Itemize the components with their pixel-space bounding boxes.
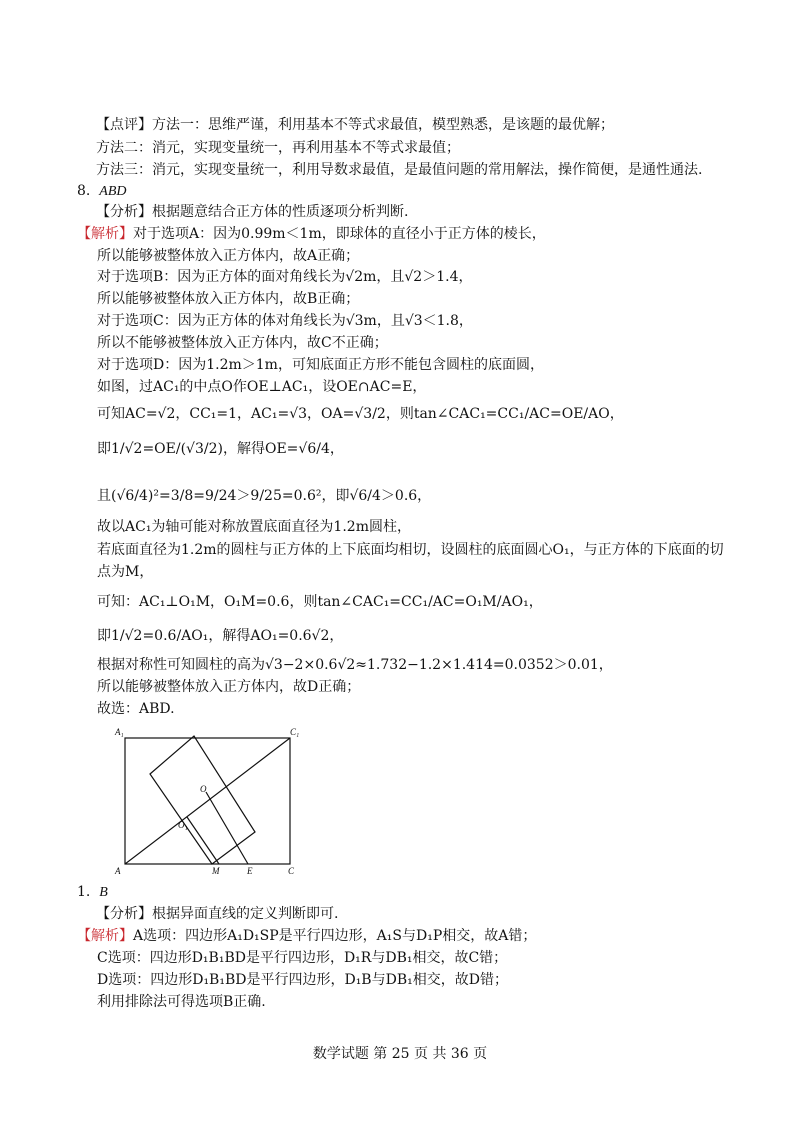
- q1-line: 利用排除法可得选项B正确.: [97, 994, 266, 1010]
- q1-line: A选项：四边形A₁D₁SP是平行四边形，A₁S与D₁P相交，故A错；: [133, 928, 537, 944]
- page-footer: 数学试题 第 25 页 共 36 页: [312, 1046, 488, 1062]
- label-o1: O₁: [178, 820, 188, 830]
- q8-line: 若底面直径为1.2m的圆柱与正方体的上下底面均相切，设圆柱的底面圆心O₁，与正方体的下底面的切: [97, 542, 724, 558]
- cylinder-section-rect: [150, 736, 255, 864]
- o1-m-line: [187, 817, 219, 864]
- q1-solution-line-1: [77, 927, 536, 945]
- q1-solution-tag: 【解析】: [77, 928, 133, 944]
- q8-line: 故以AC₁为轴可能对称放置底面直径为1.2m圆柱，: [97, 519, 411, 535]
- q8-line: 所以能够被整体放入正方体内，故B正确；: [97, 291, 360, 307]
- q8-line: 且(√6/4)²=3/8=9/24＞9/25=0.6²，即√6/4＞0.6，: [97, 488, 432, 504]
- q1-line: D选项：四边形D₁B₁BD是平行四边形，D₁B与DB₁相交，故D错；: [97, 972, 508, 988]
- q8-line: 所以能够被整体放入正方体内，故A正确；: [97, 248, 360, 264]
- q8-line: 对于选项D：因为1.2m＞1m，可知底面正方形不能包含圆柱的底面圆，: [97, 357, 544, 373]
- label-m: M: [212, 866, 220, 876]
- q8-line: 根据对称性可知圆柱的高为√3−2×0.6√2≈1.732−1.2×1.414=0.0352＞0.01，: [97, 657, 613, 673]
- q8-line: 所以能够被整体放入正方体内，故D正确；: [97, 679, 361, 695]
- label-c1: C₁: [290, 727, 300, 737]
- q8-line: 对于选项C：因为正方体的体对角线长为√3m，且√3＜1.8，: [97, 313, 473, 329]
- label-c: C: [288, 866, 295, 876]
- review-tag: 【点评】: [96, 117, 152, 133]
- q8-analysis: [96, 203, 408, 221]
- q8-line: 所以不能够被整体放入正方体内，故C不正确；: [97, 335, 388, 351]
- review-method-2: 方法二：消元，实现变量统一，再利用基本不等式求最值；: [96, 140, 460, 156]
- q1-answer: B: [99, 885, 108, 900]
- q8-solution-line-1: [77, 225, 546, 243]
- q1-analysis-text: 根据异面直线的定义判断即可.: [152, 906, 339, 922]
- q8-analysis-tag: 【分析】: [96, 204, 152, 220]
- review-method-3: 方法三：消元，实现变量统一，利用导数求最值，是最值问题的常用解法，操作简便，是通性通法.: [96, 162, 703, 178]
- cuboid-cross-section-figure: [108, 722, 308, 878]
- q8-line: 可知AC=√2，CC₁=1，AC₁=√3，OA=√3/2，则tan∠CAC₁=CC₁/AC=OE/AO，: [97, 406, 624, 422]
- q1-line: C选项：四边形D₁B₁BD是平行四边形，D₁R与DB₁相交，故C错；: [97, 950, 508, 966]
- q8-solution-tag: 【解析】: [77, 226, 133, 242]
- q1-answer-line: [77, 883, 108, 902]
- q8-line: 即1/√2=OE/(√3/2)，解得OE=√6/4，: [97, 441, 344, 457]
- label-a1: A₁: [115, 727, 124, 737]
- q8-line: 对于选项A：因为0.99m＜1m，即球体的直径小于正方体的棱长，: [133, 226, 546, 242]
- q8-answer-line: [77, 182, 126, 201]
- q1-number: 1.: [77, 884, 91, 900]
- q8-line: 可知：AC₁⊥O₁M，O₁M=0.6，则tan∠CAC₁=CC₁/AC=O₁M/AO₁，: [97, 594, 543, 610]
- q8-analysis-text: 根据题意结合正方体的性质逐项分析判断.: [152, 204, 409, 220]
- label-a: A: [115, 866, 121, 876]
- label-e: E: [247, 866, 253, 876]
- q1-analysis: [96, 905, 338, 923]
- review-line-1: [96, 116, 614, 134]
- q8-line: 即1/√2=0.6/AO₁，解得AO₁=0.6√2，: [97, 628, 344, 644]
- q8-line: 点为M，: [97, 564, 154, 580]
- label-o: O: [200, 784, 207, 794]
- review-method-1: 方法一：思维严谨，利用基本不等式求最值，模型熟悉，是该题的最优解；: [152, 117, 614, 133]
- q8-number: 8.: [77, 183, 91, 199]
- q8-answer: ABD: [99, 184, 127, 199]
- q8-line: 故选：ABD.: [97, 701, 175, 717]
- q1-analysis-tag: 【分析】: [96, 906, 152, 922]
- q8-line: 如图，过AC₁的中点O作OE⊥AC₁，设OE∩AC=E，: [97, 379, 427, 395]
- q8-line: 对于选项B：因为正方体的面对角线长为√2m，且√2＞1.4，: [97, 269, 473, 285]
